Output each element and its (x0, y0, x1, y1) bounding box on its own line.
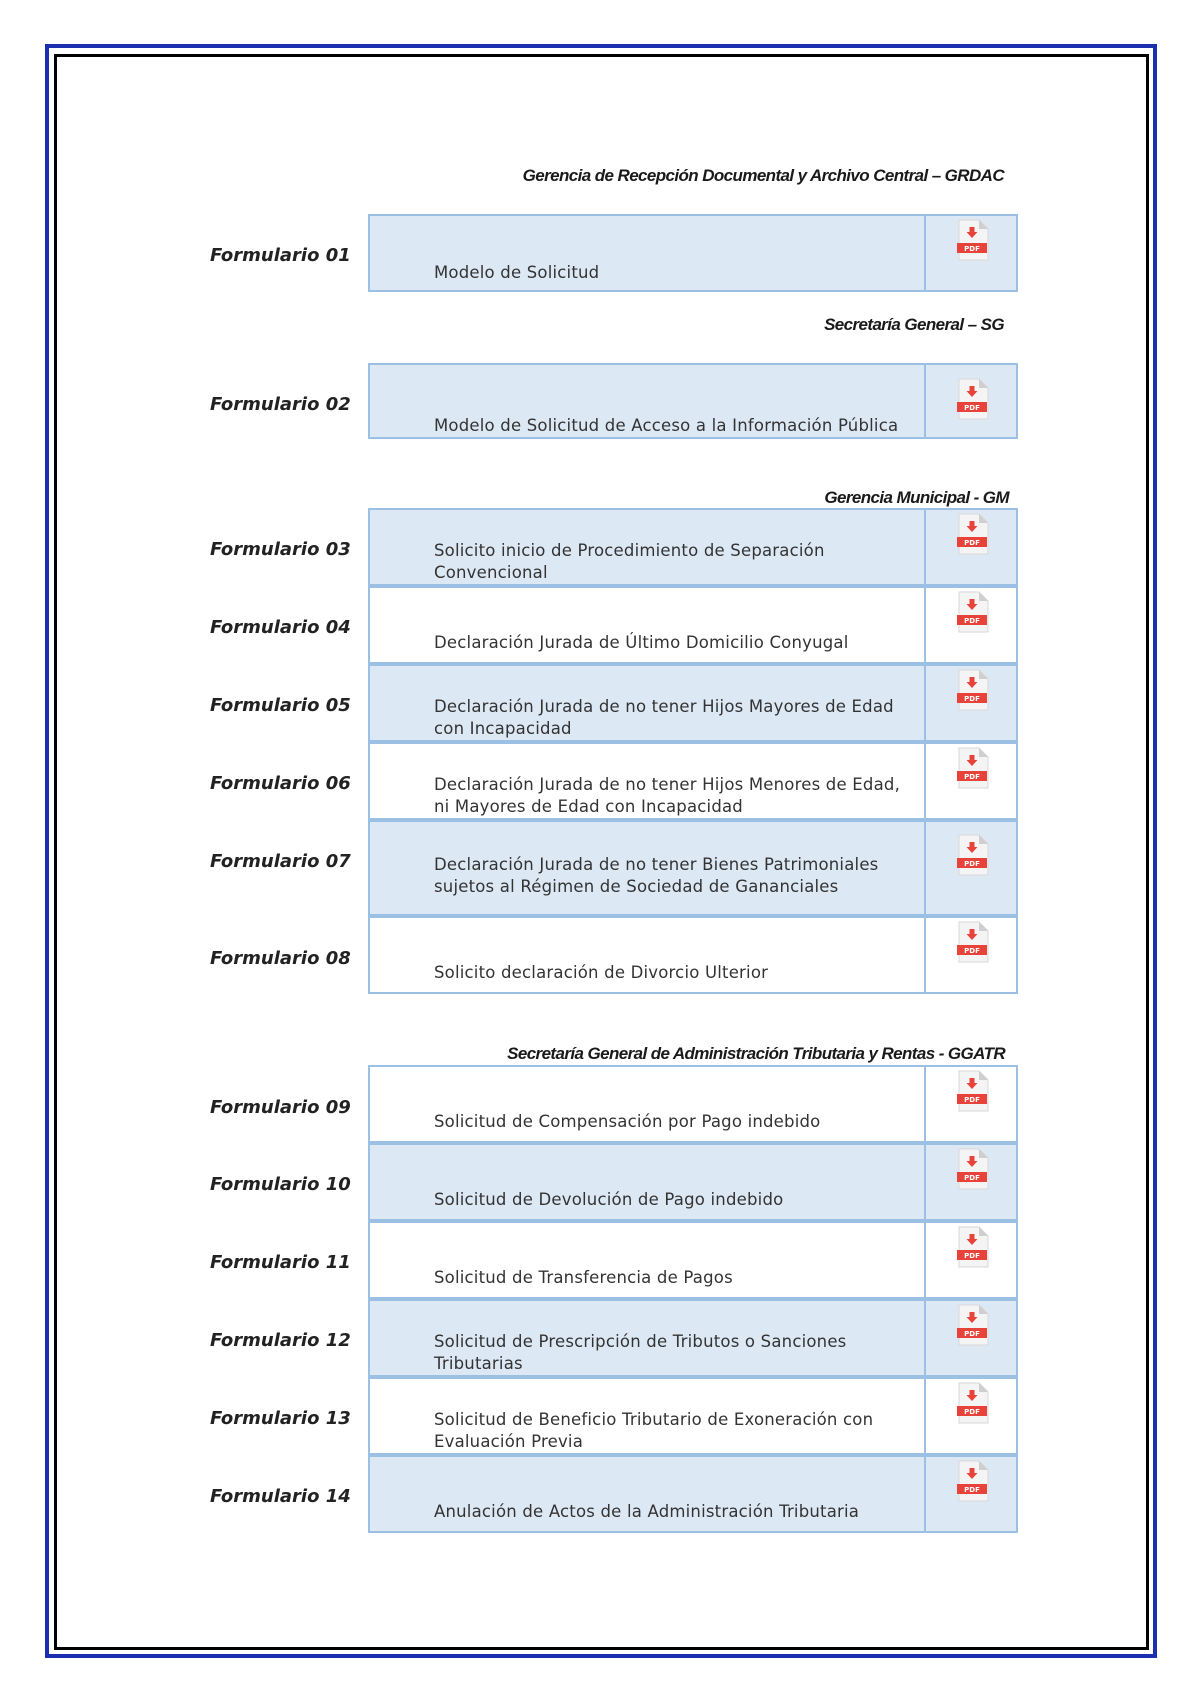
icon-cell-02 (924, 365, 1016, 437)
icon-cell-03 (924, 510, 1016, 584)
form-label-07: Formulario 07 (210, 851, 351, 872)
form-title-03: Solicito inicio de Procedimiento de Separación Convencional (434, 541, 825, 582)
form-label-09: Formulario 09 (210, 1097, 351, 1118)
form-title-07: Declaración Jurada de no tener Bienes Patrimoniales sujetos al Régimen de Sociedad de Gananciales (434, 855, 879, 896)
form-row-11 (368, 1221, 1018, 1299)
form-label-06: Formulario 06 (210, 773, 351, 794)
form-row-10 (368, 1143, 1018, 1221)
form-label-01: Formulario 01 (210, 245, 351, 266)
icon-cell-05 (924, 666, 1016, 740)
form-row-05 (368, 664, 1018, 742)
icon-cell-13 (924, 1379, 1016, 1453)
form-label-03: Formulario 03 (210, 539, 351, 560)
icon-cell-07 (924, 822, 1016, 914)
form-row-03 (368, 508, 1018, 586)
form-row-02 (368, 363, 1018, 439)
pdf-download-icon[interactable] (956, 219, 990, 261)
pdf-download-icon[interactable] (956, 1226, 990, 1268)
form-title-14: Anulación de Actos de la Administración Tributaria (434, 1502, 860, 1521)
icon-cell-06 (924, 744, 1016, 818)
form-title-11: Solicitud de Transferencia de Pagos (434, 1268, 733, 1287)
form-row-14 (368, 1455, 1018, 1533)
icon-cell-09 (924, 1067, 1016, 1141)
form-row-06 (368, 742, 1018, 820)
icon-cell-08 (924, 918, 1016, 992)
icon-cell-01 (924, 216, 1016, 290)
section-heading-ggatr: Secretaría General de Administración Tributaria y Rentas - GGATR (507, 1044, 1005, 1063)
form-label-08: Formulario 08 (210, 948, 351, 969)
icon-cell-10 (924, 1145, 1016, 1219)
pdf-download-icon[interactable] (956, 669, 990, 711)
form-label-13: Formulario 13 (210, 1408, 351, 1429)
icon-cell-04 (924, 588, 1016, 662)
form-label-12: Formulario 12 (210, 1330, 351, 1351)
form-label-05: Formulario 05 (210, 695, 351, 716)
form-title-09: Solicitud de Compensación por Pago indebido (434, 1112, 821, 1131)
pdf-download-icon[interactable] (956, 378, 990, 420)
section-heading-gm: Gerencia Municipal - GM (824, 488, 1009, 507)
pdf-download-icon[interactable] (956, 834, 990, 876)
form-row-01 (368, 214, 1018, 292)
form-label-04: Formulario 04 (210, 617, 351, 638)
form-title-05: Declaración Jurada de no tener Hijos Mayores de Edad con Incapacidad (434, 697, 894, 738)
form-label-10: Formulario 10 (210, 1174, 351, 1195)
form-label-02: Formulario 02 (210, 394, 351, 415)
form-row-07 (368, 820, 1018, 916)
form-row-12 (368, 1299, 1018, 1377)
form-row-04 (368, 586, 1018, 664)
form-title-01: Modelo de Solicitud (434, 263, 600, 282)
form-label-14: Formulario 14 (210, 1486, 351, 1507)
icon-cell-12 (924, 1301, 1016, 1375)
form-title-13: Solicitud de Beneficio Tributario de Exoneración con Evaluación Previa (434, 1410, 874, 1451)
pdf-download-icon[interactable] (956, 1304, 990, 1346)
pdf-download-icon[interactable] (956, 747, 990, 789)
form-title-06: Declaración Jurada de no tener Hijos Menores de Edad, ni Mayores de Edad con Incapacidad (434, 775, 901, 816)
form-row-09 (368, 1065, 1018, 1143)
section-heading-grdac: Gerencia de Recepción Documental y Archivo Central – GRDAC (522, 166, 1004, 185)
form-title-04: Declaración Jurada de Último Domicilio Conyugal (434, 633, 849, 652)
form-label-11: Formulario 11 (210, 1252, 351, 1273)
form-row-13 (368, 1377, 1018, 1455)
pdf-download-icon[interactable] (956, 513, 990, 555)
pdf-download-icon[interactable] (956, 1148, 990, 1190)
pdf-download-icon[interactable] (956, 1460, 990, 1502)
form-title-12: Solicitud de Prescripción de Tributos o Sanciones Tributarias (434, 1332, 847, 1373)
icon-cell-14 (924, 1457, 1016, 1531)
pdf-download-icon[interactable] (956, 1382, 990, 1424)
pdf-download-icon[interactable] (956, 591, 990, 633)
icon-cell-11 (924, 1223, 1016, 1297)
form-title-08: Solicito declaración de Divorcio Ulterior (434, 963, 769, 982)
pdf-download-icon[interactable] (956, 1070, 990, 1112)
section-heading-sg: Secretaría General – SG (824, 315, 1004, 334)
form-title-02: Modelo de Solicitud de Acceso a la Información Pública (434, 416, 899, 435)
form-row-08 (368, 916, 1018, 994)
form-title-10: Solicitud de Devolución de Pago indebido (434, 1190, 784, 1209)
pdf-download-icon[interactable] (956, 921, 990, 963)
